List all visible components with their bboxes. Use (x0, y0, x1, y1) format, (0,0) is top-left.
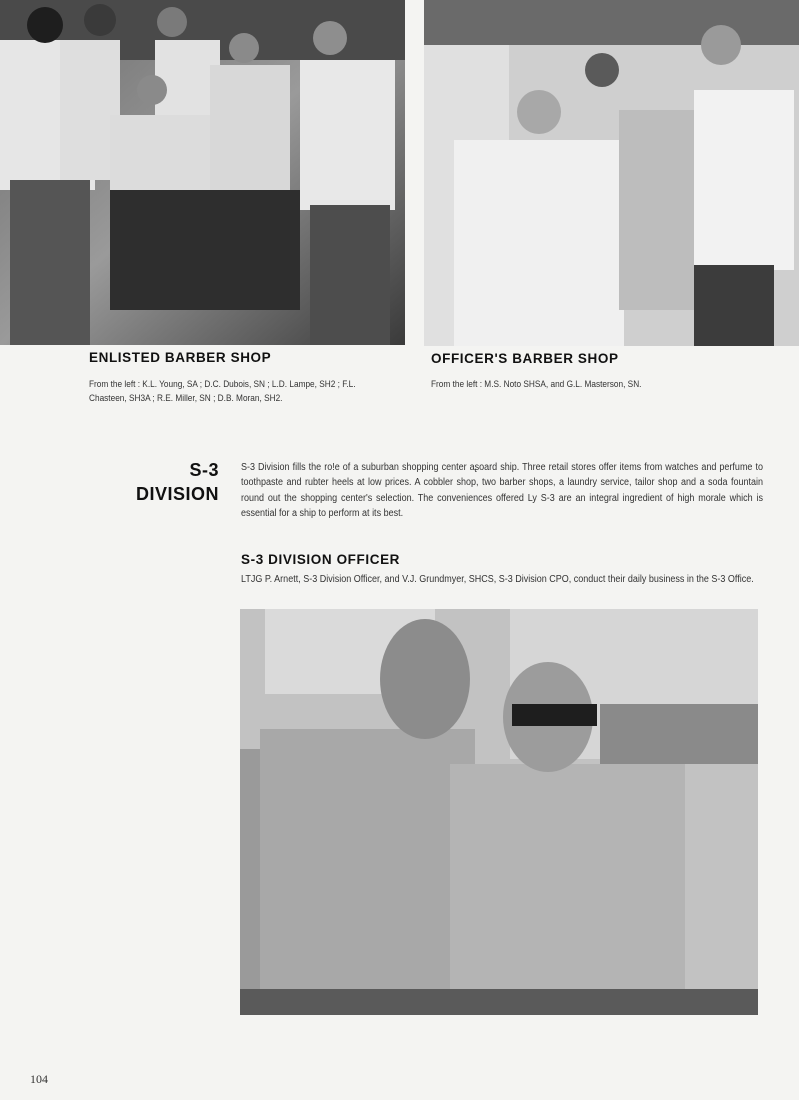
s3-division-officer-body: LTJG P. Arnett, S-3 Division Officer, and V.J. Grundmyer, SHCS, S-3 Division CPO, conduct their daily business in the S-3 Office. (241, 574, 754, 585)
officers-barber-shop-caption: From the left : M.S. Noto SHSA, and G.L. Masterson, SN. (431, 379, 642, 389)
enlisted-barber-shop-heading: ENLISTED BARBER SHOP (89, 350, 272, 365)
page-number: 104 (30, 1072, 48, 1086)
s3-division-title-line1: S-3 (189, 460, 219, 480)
s3-division-officer-heading: S-3 DIVISION OFFICER (241, 552, 401, 567)
enlisted-barber-shop-photo (0, 0, 405, 345)
s3-division-officer-photo (240, 609, 758, 1015)
enlisted-barber-shop-caption: From the left : K.L. Young, SA ; D.C. Dubois, SN ; L.D. Lampe, SH2 ; F.L. Chasteen, SH3A ; R.E. Miller, SN ; D.B. Moran, SH2. (89, 379, 356, 403)
officers-barber-shop-photo (424, 0, 799, 346)
officers-barber-shop-heading: OFFICER'S BARBER SHOP (431, 351, 619, 366)
s3-division-body: S-3 Division fills the ro!e of a suburban shopping center aʂoard ship. Three retail stores offer items from watches and perfume to toothpaste and rubter heels at low prices. A cobbler shop, two barber shops, a laundry service, tailor shop and a soda fountain round out the shopping center's selection. The conveniences offered Ly S-3 are an integral ingredient of high morale which is essential for a ship to perform at its best. (241, 462, 763, 520)
s3-division-title (136, 458, 219, 506)
s3-division-title-line2: DIVISION (135, 484, 219, 504)
